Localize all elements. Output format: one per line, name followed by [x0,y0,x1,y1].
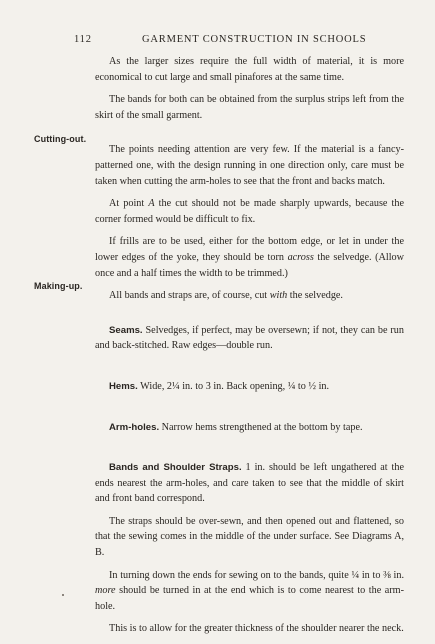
hems-paragraph: Hems. Wide, 2¼ in. to 3 in. Back opening, ¼ to ½ in. [109,380,330,392]
paragraph: If frills are to be used, either for the bottom edge, or let in under the lower edges of the yoke, they should be torn across the selvedge. (Allow once and a half times the width to be trimmed.) [95,236,405,279]
page-number: 112 [74,34,92,45]
paragraph: The straps should be over-sewn, and then opened out and flattened, so that the sewing comes in the middle of the under surface. See Diagrams A, B. [95,515,404,559]
section-heading: Seams. [109,324,143,336]
paragraph: The points needing attention are very few. If the material is a fancy-patterned one, with the design running in one direction only, care must be taken when cutting the arm-holes to see that the front and backs match. [95,144,404,187]
section-heading: Bands and Shoulder Straps. [109,462,242,474]
section-heading: Hems. [109,380,138,392]
page-speck [62,594,64,596]
bands-paragraph: Bands and Shoulder Straps. 1 in. should be left ungathered at the ends nearest the arm-holes, and care taken to see that the middle of skirt and front band correspond. [95,462,404,505]
point-label: A [148,198,155,210]
paragraph: The bands for both can be obtained from the surplus strips left from the skirt of the small garment. [95,94,404,121]
paragraph: As the larger sizes require the full width of material, it is more economical to cut large and small pinafores at the same time. [95,56,404,83]
paragraph: At point A the cut should not be made sharply upwards, because the corner formed would be difficult to fix. [95,198,404,225]
paragraph: In turning down the ends for sewing on to the bands, quite ¼ in to ⅜ in. more should be turned in at the end which is to come nearest to the arm-hole. [95,569,405,612]
paragraph: This is to allow for the greater thickness of the shoulder nearer the neck. [109,623,404,635]
page-body [95,54,404,644]
sidenote-cutting-out: Cutting-out. [34,134,87,144]
paragraph: All bands and straps are, of course, cut with the selvedge. [109,290,343,302]
armholes-paragraph: Arm-holes. Narrow hems strengthened at the bottom by tape. [109,421,363,433]
sidenote-making-up: Making-up. [34,281,83,291]
running-title: GARMENT CONSTRUCTION IN SCHOOLS [142,34,367,45]
seams-paragraph: Seams. Selvedges, if perfect, may be oversewn; if not, they can be run and back-stitched. Raw edges—double run. [95,324,404,352]
section-heading: Arm-holes. [109,421,160,433]
